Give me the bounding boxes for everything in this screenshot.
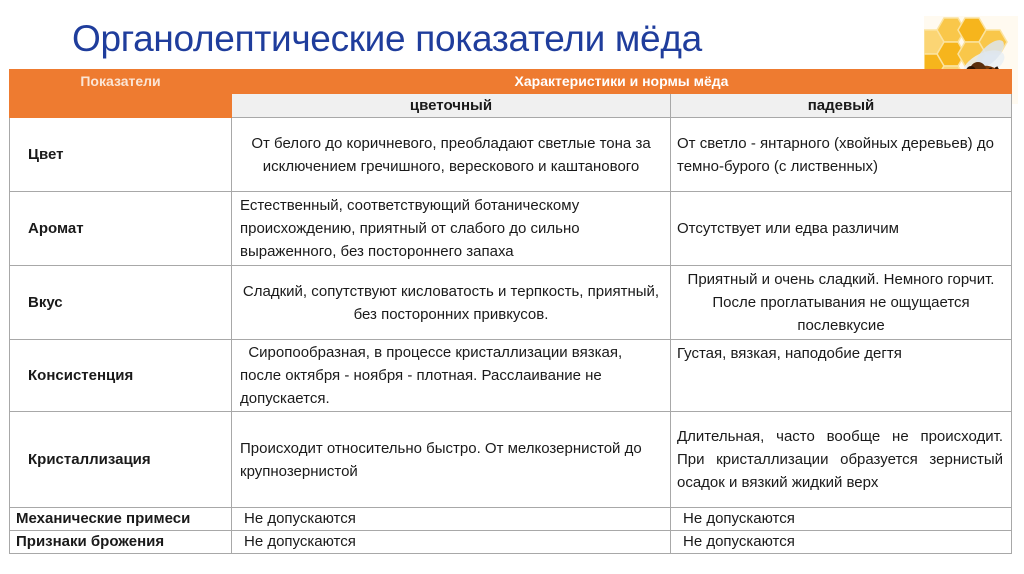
row-label: Вкус: [10, 266, 232, 340]
table-row: [10, 118, 1012, 192]
header-honeydew: падевый: [671, 94, 1012, 118]
page-title: Органолептические показатели мёда: [72, 18, 702, 59]
floral-cell: Сладкий, сопутствуют кисловатость и терпкость, приятный, без посторонних привкусов.: [232, 266, 671, 340]
row-label: Признаки брожения: [10, 531, 232, 554]
floral-cell: Не допускаются: [232, 531, 671, 554]
header-blank-cell: [10, 94, 232, 118]
row-label: Механические примеси: [10, 508, 232, 531]
row-label: Кристаллизация: [10, 412, 232, 508]
honeydew-cell: Отсутствует или едва различим: [671, 192, 1012, 266]
row-label: Консистенция: [10, 340, 232, 412]
row-label: Цвет: [10, 118, 232, 192]
honeydew-cell: Длительная, часто вообще не происходит. При кристаллизации образуется зернистый осадок и вязкий жидкий верх: [671, 412, 1012, 508]
table-header-row: [10, 70, 1012, 94]
floral-cell: Сиропообразная, в процессе кристаллизации вязкая, после октября - ноября - плотная. Расслаивание не допускается.: [232, 340, 671, 412]
table-row: [10, 340, 1012, 412]
row-label: Аромат: [10, 192, 232, 266]
table-row: [10, 266, 1012, 340]
table-subheader-row: [10, 94, 1012, 118]
honeydew-cell: Приятный и очень сладкий. Немного горчит. После проглатывания не ощущается послевкусие: [671, 266, 1012, 340]
honeydew-cell: Не допускаются: [671, 531, 1012, 554]
header-floral: цветочный: [232, 94, 671, 118]
honeydew-cell: Густая, вязкая, наподобие дегтя: [671, 340, 1012, 412]
header-indicators: Показатели: [10, 70, 232, 94]
honey-indicators-table: [9, 69, 1012, 554]
floral-cell: От белого до коричневого, преобладают светлые тона за исключением гречишного, верескового и каштанового: [232, 118, 671, 192]
table-row: [10, 192, 1012, 266]
floral-cell: Естественный, соответствующий ботаническому происхождению, приятный от слабого до сильно выраженного, без постороннего запаха: [232, 192, 671, 266]
floral-cell: Не допускаются: [232, 508, 671, 531]
table-row: [10, 508, 1012, 531]
honeydew-cell: Не допускаются: [671, 508, 1012, 531]
honeydew-cell: От светло - янтарного (хвойных деревьев) до темно-бурого (с лиственных): [671, 118, 1012, 192]
floral-cell: Происходит относительно быстро. От мелкозернистой до крупнозернистой: [232, 412, 671, 508]
header-characteristics: Характеристики и нормы мёда: [232, 70, 1012, 94]
table-row: [10, 531, 1012, 554]
table-row: [10, 412, 1012, 508]
